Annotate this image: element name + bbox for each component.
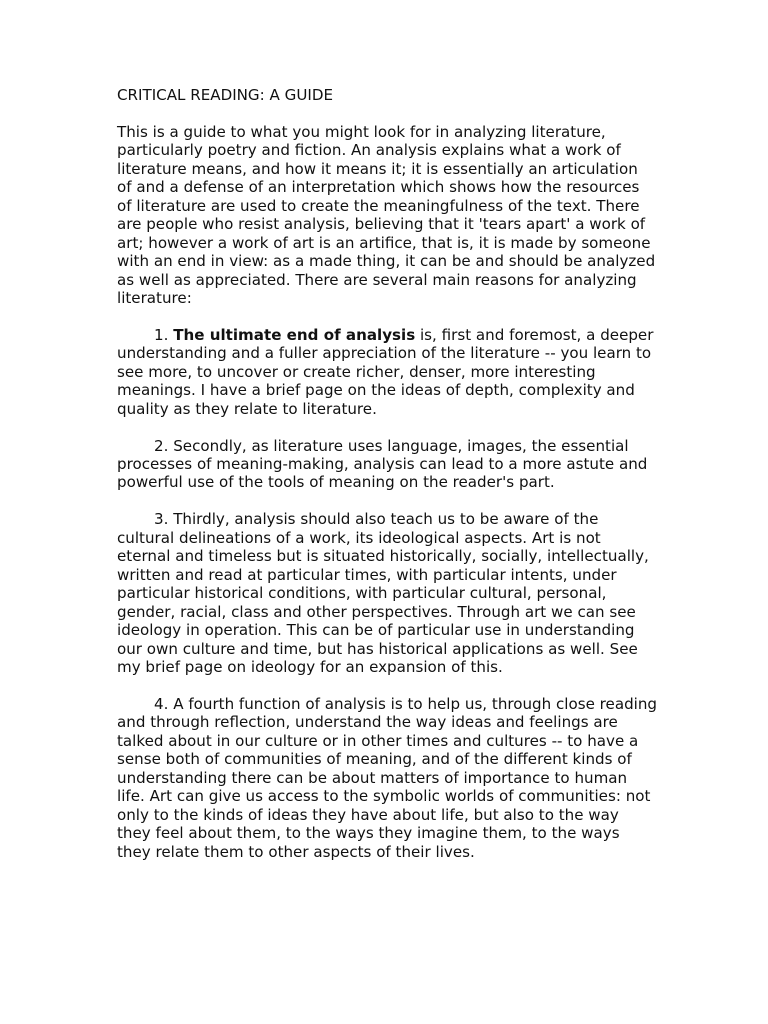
document-title: CRITICAL READING: A GUIDE bbox=[117, 86, 333, 104]
paragraph-gap bbox=[117, 418, 657, 436]
document-page bbox=[117, 86, 657, 861]
point-paragraph-2 bbox=[117, 437, 657, 492]
paragraph-gap bbox=[117, 104, 657, 122]
point-paragraph-4 bbox=[117, 695, 657, 861]
point-number: 3. bbox=[154, 510, 169, 529]
point-number: 1. bbox=[154, 325, 169, 344]
paragraph-gap bbox=[117, 307, 657, 325]
point-text: A fourth function of analysis is to help us, through close reading and through reflection, understand the way ideas and feelings are talked about in our culture or in other times and cultures -- to have a sense both of communities of meaning, and of the different kinds of understanding there can be about matters of importance to human life. Art can give us access to the symbolic worlds of communities: not only to the kinds of ideas they have about life, but also to the way they feel about them, to the ways they imagine them, to the ways they relate them to other aspects of their lives. bbox=[117, 694, 658, 861]
point-bold-phrase: The ultimate end of analysis bbox=[173, 325, 416, 344]
point-text: Secondly, as literature uses language, images, the essential processes of meaning-making, analysis can lead to a more astute and powerful use of the tools of meaning on the reader's part. bbox=[117, 436, 648, 492]
point-text: is, first and foremost, a deeper understanding and a fuller appreciation of the literature -- you learn to see more, to uncover or create richer, denser, more interesting meanings. I have a brief page on the ideas of depth, complexity and quality as they relate to literature. bbox=[117, 325, 654, 418]
point-number: 2. bbox=[154, 436, 169, 455]
point-text: Thirdly, analysis should also teach us to be aware of the cultural delineations of a work, its ideological aspects. Art is not eternal and timeless but is situated historically, socially, intellectually, written and read at particular times, with particular intents, under particular historical conditions, with particular cultural, personal, gender, racial, class and other perspectives. Through art we can see ideology in operation. This can be of particular use in understanding our own culture and time, but has historical applications as well. See my brief page on ideology for an expansion of this. bbox=[117, 510, 649, 676]
point-paragraph-1 bbox=[117, 326, 657, 418]
paragraph-gap bbox=[117, 676, 657, 694]
intro-paragraph: This is a guide to what you might look for in analyzing literature, particularly poetry and fiction. An analysis explains what a work of literature means, and how it means it; it is essentially an articulation of and a defense of an interpretation which shows how the resources of literature are used to create the meaningfulness of the text. There are people who resist analysis, believing that it 'tears apart' a work of art; however a work of art is an artifice, that is, it is made by someone with an end in view: as a made thing, it can be and should be analyzed as well as appreciated. There are several main reasons for analyzing literature: bbox=[117, 122, 656, 307]
point-number: 4. bbox=[154, 694, 169, 713]
point-paragraph-3 bbox=[117, 510, 657, 676]
paragraph-gap bbox=[117, 492, 657, 510]
